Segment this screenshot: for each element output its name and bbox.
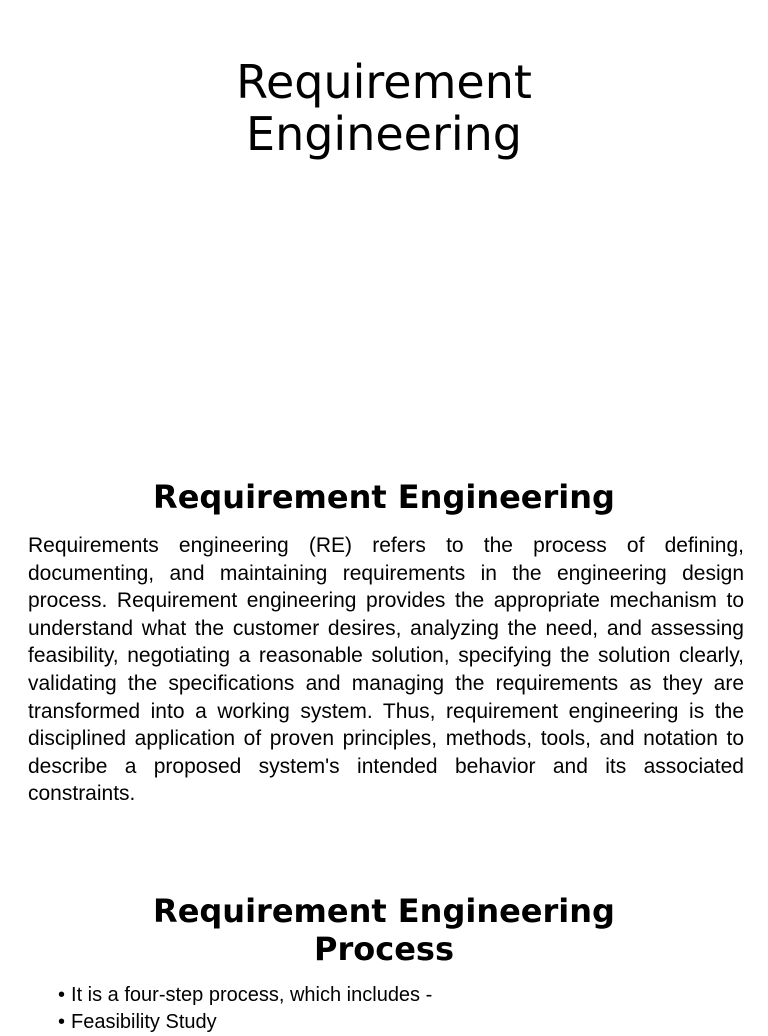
- slide-title-line-1: Requirement: [236, 55, 532, 109]
- requirement-engineering-process-slide: [0, 890, 768, 1033]
- bullet-text: It is a four-step process, which includes -: [71, 984, 433, 1006]
- list-item: [58, 982, 432, 1009]
- requirement-engineering-slide: [0, 470, 768, 830]
- process-bullet-list: [58, 982, 432, 1036]
- section-heading: Requirement Engineering: [153, 478, 615, 516]
- bullet-marker: •: [58, 984, 66, 1006]
- slide-title-line-2: Engineering: [246, 107, 522, 161]
- bullet-text: Feasibility Study: [71, 1011, 217, 1033]
- slide-title: [0, 56, 768, 160]
- process-heading-line-1: Requirement Engineering: [153, 892, 615, 930]
- section-body-paragraph: Requirements engineering (RE) refers to the process of defining, documenting, and maintaining requirements in the engineering design process. Requirement engineering provides the appropriate mechanism to understand what the customer desires, analyzing the need, and assessing feasibility, negotiating a reasonable solution, specifying the solution clearly, validating the specifications and managing the requirements as they are transformed into a working system. Thus, requirement engineering is the disciplined application of proven principles, methods, tools, and notation to describe a proposed system's intended behavior and its associated constraints.: [28, 534, 744, 806]
- title-slide: [0, 0, 768, 440]
- bullet-marker: •: [58, 1011, 66, 1033]
- list-item: [58, 1009, 432, 1036]
- process-heading: [0, 892, 768, 968]
- process-heading-line-2: Process: [314, 930, 454, 968]
